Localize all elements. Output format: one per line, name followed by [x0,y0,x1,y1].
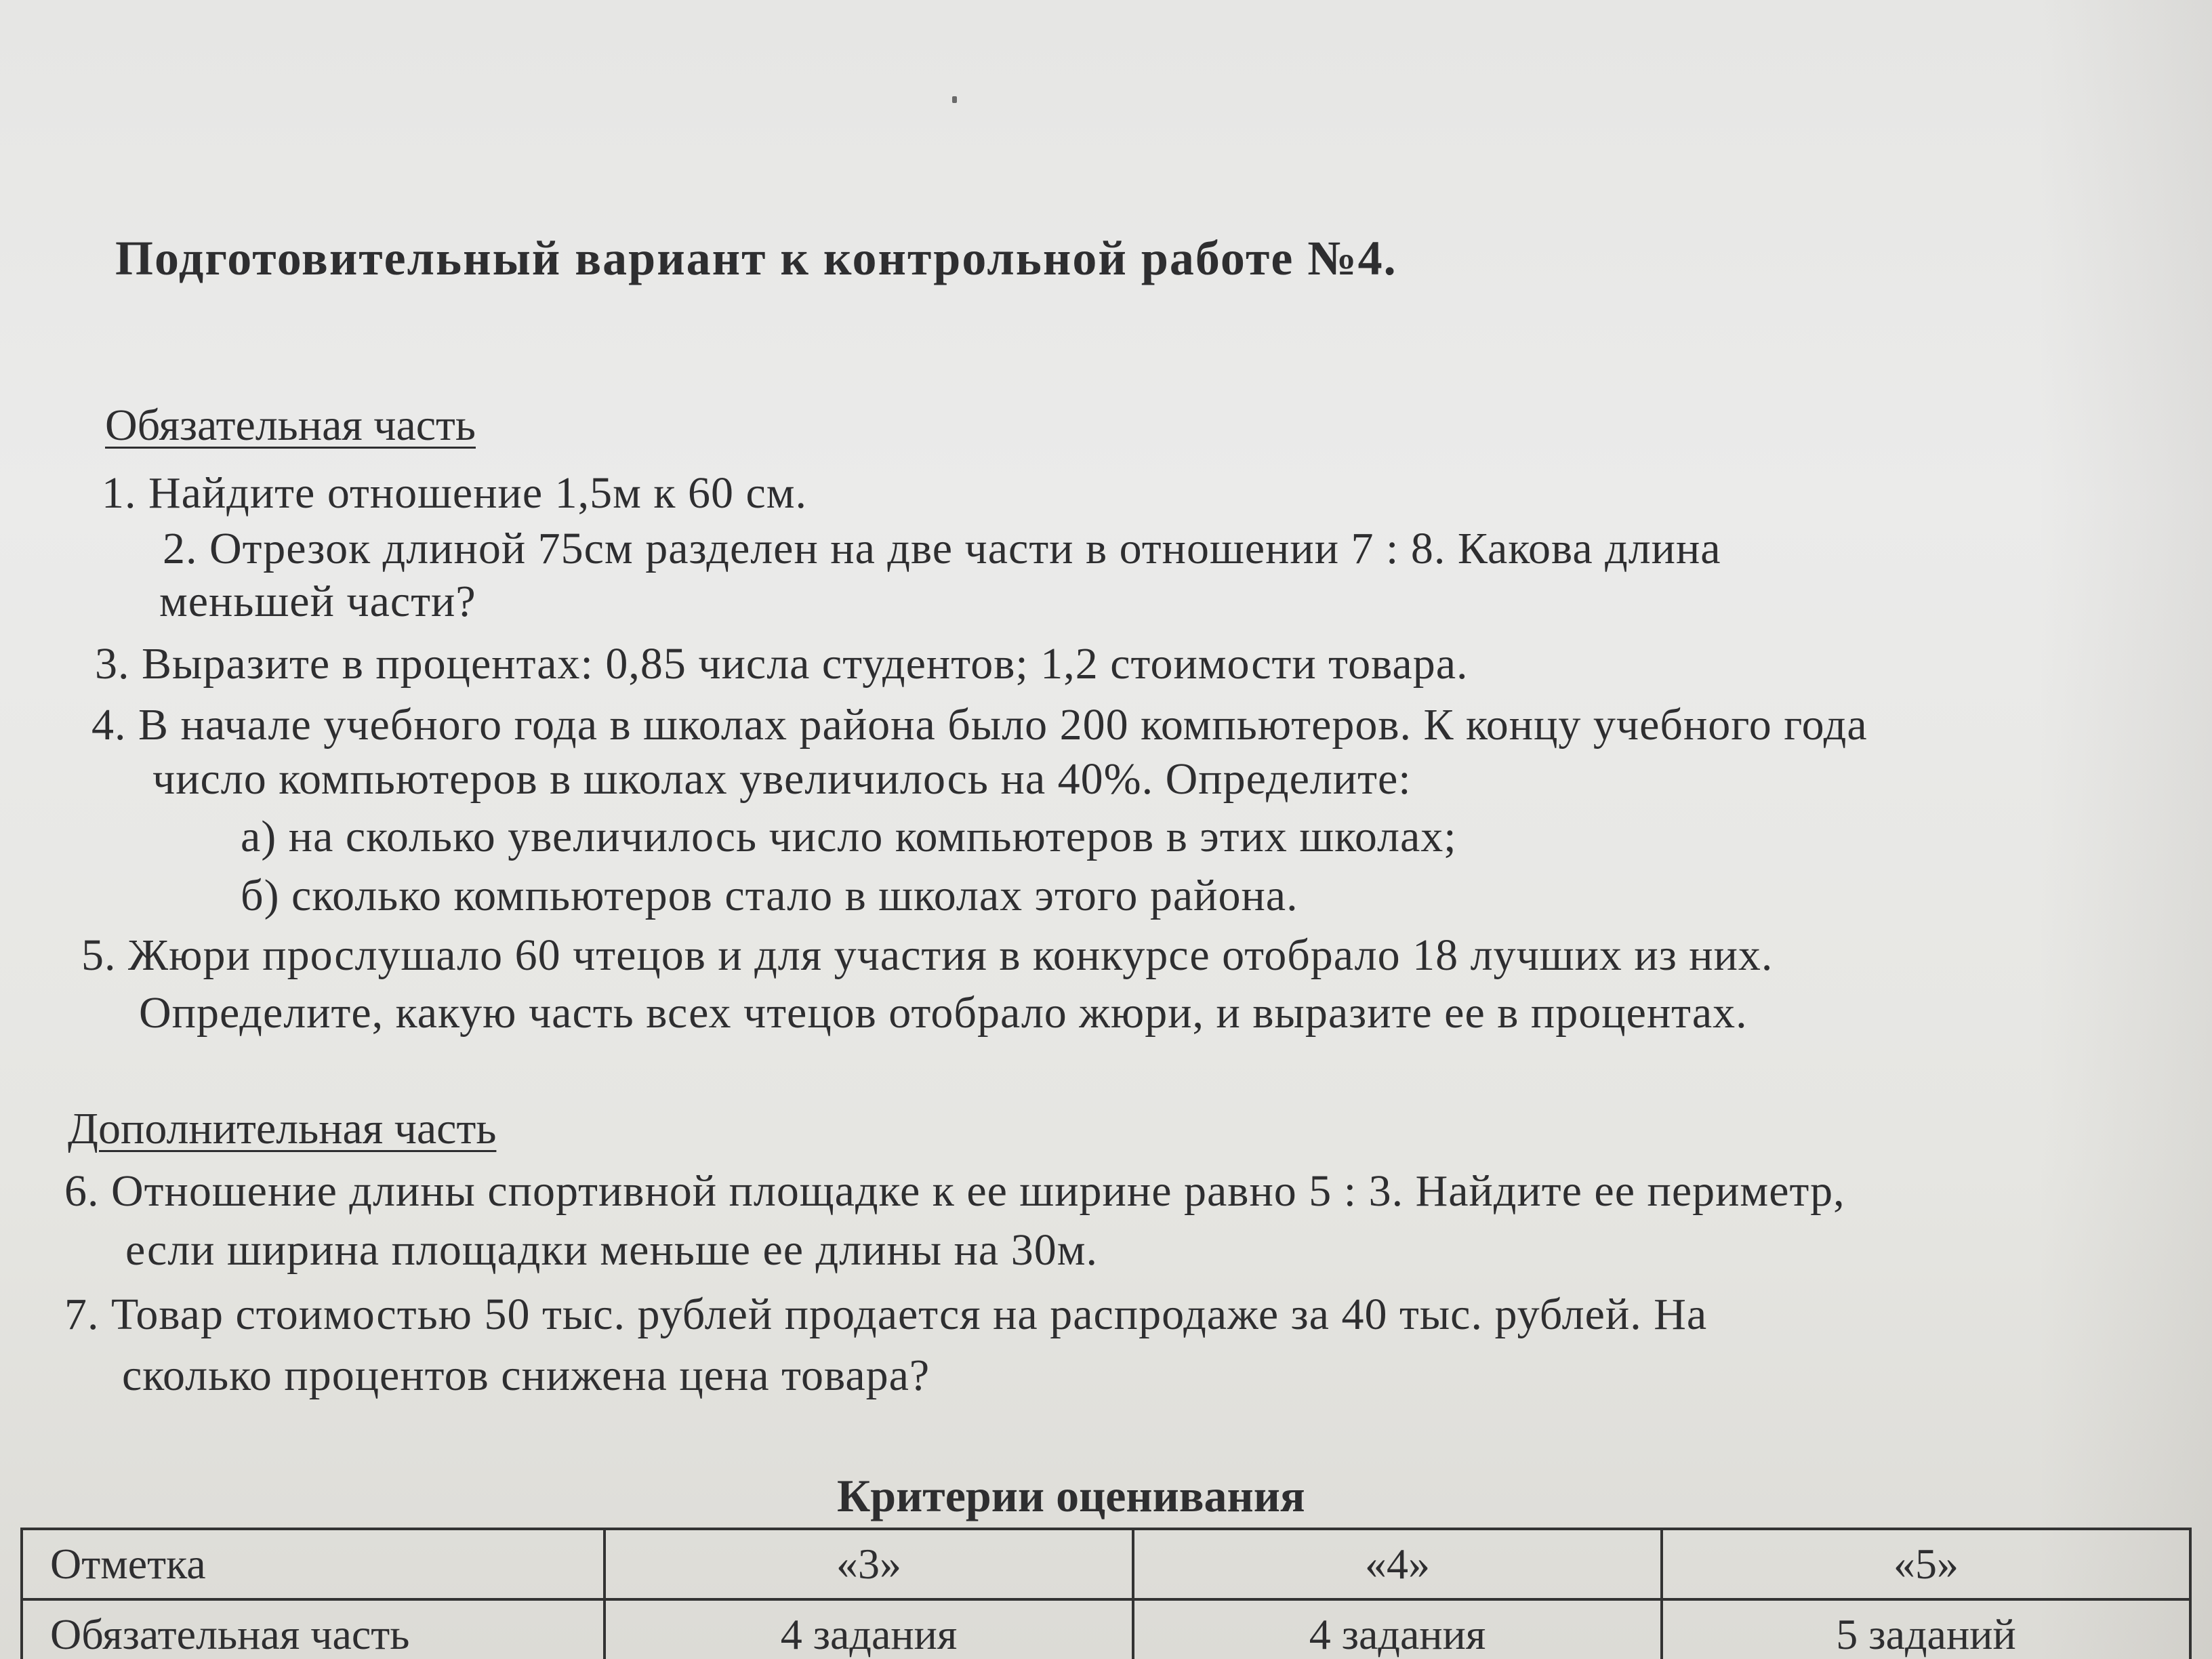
ink-speck [952,96,957,103]
task-line-7: 7. Товар стоимостью 50 тыс. рублей продается на распродаже за 40 тыс. рублей. На [64,1290,1708,1339]
task-line-5b: Определите, какую часть всех чтецов отобрало жюри, и выразите ее в процентах. [139,988,1748,1038]
criteria-title: Критерии оценивания [837,1470,1305,1521]
task-line-4c: б) сколько компьютеров стало в школах этого района. [241,871,1298,920]
criteria-table [20,1528,2192,1659]
table-cell: 5 заданий [1662,1599,2190,1659]
table-cell: 4 задания [605,1599,1133,1659]
table-header-row [22,1529,2190,1599]
mandatory-heading: Обязательная часть [105,401,476,450]
task-line-6b: если ширина площадки меньше ее длины на 30м. [125,1225,1098,1275]
table-cell: «5» [1662,1529,2190,1599]
table-cell: 4 задания [1133,1599,1662,1659]
task-line-6: 6. Отношение длины спортивной площадке к ее ширине равно 5 : 3. Найдите ее периметр, [64,1166,1845,1216]
table-cell: Отметка [22,1529,605,1599]
table-cell: Обязательная часть [22,1599,605,1659]
task-line-4a: а) на сколько увеличилось число компьютеров в этих школах; [241,812,1457,861]
page-shadow [2036,0,2212,1659]
table-row [22,1599,2190,1659]
table-cell: «4» [1133,1529,1662,1599]
additional-heading: Дополнительная часть [68,1104,497,1153]
task-line-4b: число компьютеров в школах увеличилось на 40%. Определите: [152,754,1412,804]
task-line-2: 2. Отрезок длиной 75см разделен на две части в отношении 7 : 8. Какова длина [163,524,1721,573]
task-line-5: 5. Жюри прослушало 60 чтецов и для участия в конкурсе отобрало 18 лучших из них. [81,930,1774,980]
task-line-1: 1. Найдите отношение 1,5м к 60 см. [102,468,808,518]
page-title: Подготовительный вариант к контрольной работе №4. [115,231,1397,285]
task-line-7b: сколько процентов снижена цена товара? [122,1351,930,1400]
table-cell: «3» [605,1529,1133,1599]
task-line-4: 4. В начале учебного года в школах района было 200 компьютеров. К концу учебного года [91,700,1868,750]
task-line-2b: меньшей части? [159,577,476,626]
task-line-3: 3. Выразите в процентах: 0,85 числа студентов; 1,2 стоимости товара. [95,639,1469,689]
